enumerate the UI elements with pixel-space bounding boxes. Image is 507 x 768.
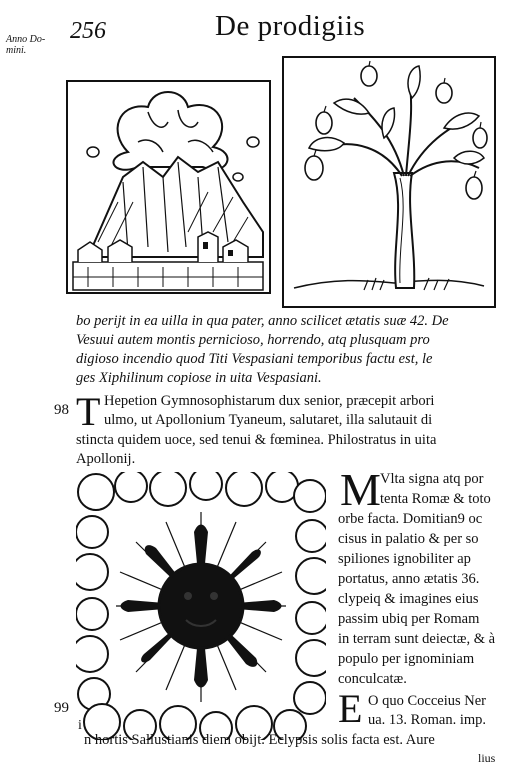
text-line: Hepetion Gymnosophistarum dux senior, præcepit arbori: [104, 393, 435, 409]
tree-woodcut: [282, 56, 496, 308]
text-line: digioso incendio quod Titi Vespasiani temporibus factu est, le: [76, 351, 433, 367]
text-line: n hortis Sallustianis diem obijt. Eclypsis solis facta est. Aure: [84, 732, 435, 748]
page-number: 256: [70, 18, 106, 44]
text-line: populo per ignominiam: [338, 651, 475, 667]
tree-illustration: [284, 58, 494, 306]
text-line: passim ubiq per Romam: [338, 611, 480, 627]
section-number: 98: [54, 402, 69, 418]
drop-cap: M: [340, 464, 381, 515]
text-line: orbe facta. Domitian9 oc: [338, 511, 483, 527]
text-line: lius: [478, 751, 496, 765]
margin-note-line: mini.: [6, 45, 27, 56]
sun-illustration: [76, 472, 326, 740]
text-line: ulmo, ut Apollonium Tyaneum, salutaret, illa salutauit di: [104, 412, 433, 428]
drop-cap: T: [76, 389, 101, 434]
text-line: cisus in palatio & per so: [338, 531, 479, 547]
text-line: portatus, anno ætatis 36.: [338, 571, 480, 587]
text-line: tenta Romæ & toto: [380, 491, 491, 507]
volcano-woodcut: [66, 80, 271, 294]
margin-note-line: Anno Do-: [6, 34, 46, 45]
text-line: Apollonij.: [76, 451, 136, 467]
section-number: 99: [54, 700, 69, 716]
sun-woodcut: [76, 472, 326, 740]
drop-cap: E: [338, 686, 363, 731]
text-line: Vesuui autem montis pernicioso, horrendo, atq plusquam pro: [76, 332, 430, 348]
text-line: O quo Cocceius Ner: [368, 693, 486, 709]
text-line: Vlta signa atq por: [380, 471, 484, 487]
text-line: ua. 13. Roman. imp.: [368, 712, 487, 728]
text-line: in terram sunt deiectæ, & à: [338, 631, 496, 647]
running-title: De prodigiis: [215, 10, 366, 42]
text-line: ges Xiphilinum copiose in uita Vespasiani.: [76, 370, 322, 386]
initial-letter: i: [78, 718, 82, 733]
text-line: conculcatæ.: [338, 671, 407, 687]
text-line: bo perijt in ea uilla in qua pater, anno scilicet ætatis suæ 42. De: [76, 313, 449, 329]
volcano-illustration: [68, 82, 269, 292]
margin-note: [6, 34, 45, 56]
text-line: stincta quidem uoce, sed tenui & fœminea. Philostratus in uita: [76, 432, 437, 448]
text-line: spiliones ignobiliter ap: [338, 551, 471, 567]
text-line: clypeiq & imagines eius: [338, 591, 479, 607]
